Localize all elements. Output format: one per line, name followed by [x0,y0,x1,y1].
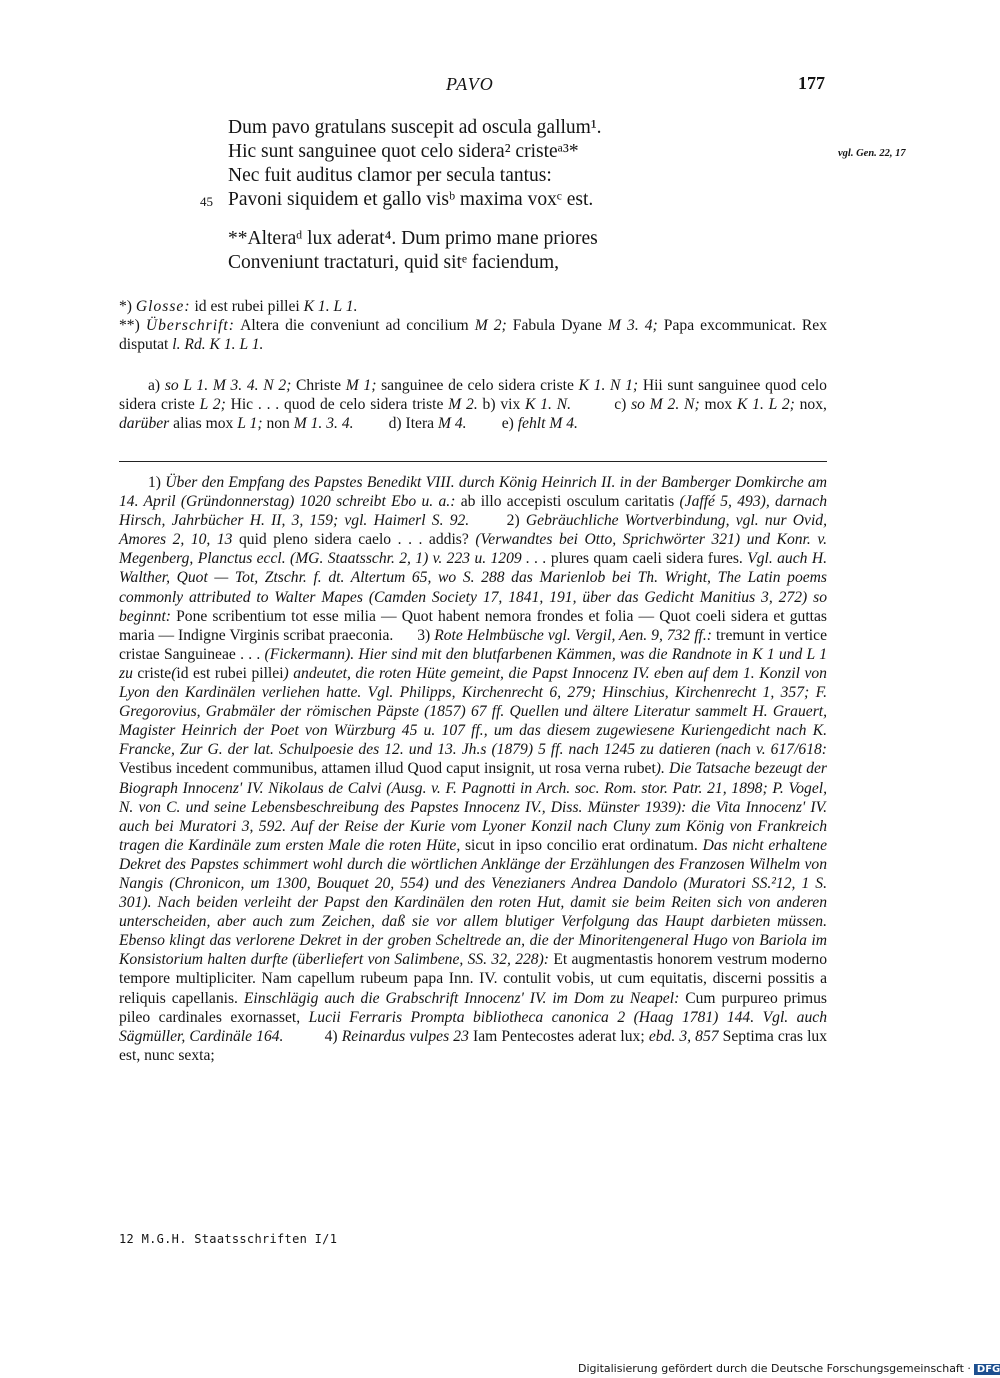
apparatus-label: e) [501,415,514,433]
footnote-quote: Cum purpureo primus pileo cardinales exornasset, [119,989,827,1026]
footnote-number: 4) [324,1027,338,1045]
apparatus-sigla: M 2. [448,396,478,414]
apparatus-variant: nox, [799,396,827,414]
verse-line-6: Conveniunt tractaturi, quid sitᵉ faciendum, [228,252,560,273]
footnote-block [119,473,827,1065]
footnote-text: ). Die Tatsache bezeugt der Biograph Innocenz' IV. Nikolaus de Calvi (Ausg. v. F. Pagnotti in Arch. soc. Rom. stor. Patr. 21, 1898; P. Vogel, N. von C. und seine Lebensbeschreibung des Papstes Innocenz IV., Diss. Münster 1939): die Vita Innocenz' IV. auch bei Muratori 3, 592. Auf der Reise der Kurie vom Lyoner Konzil nach Cluny zum König von Frankreich tragen die Kardinäle zum ersten Male die roten Hüte, [119,760,827,854]
apparatus-variant: vix [500,396,521,414]
verse-line-5: **Alteraᵈ lux aderat⁴. Dum primo mane priores [228,228,598,249]
footnote-quote: sicut in ipso concilio erat ordinatum. [464,836,698,854]
footnote-quote: id est rubei pillei [176,664,284,682]
apparatus-sigla: K 1. L 2; [736,396,795,414]
footnote-number: 3) [417,626,431,644]
apparatus-sigla: M 1; [345,377,377,394]
critical-apparatus [119,376,827,433]
gloss-mark: *) [119,298,132,315]
footnote-quote: Vestibus incedent communibus, attamen illud Quod caput insignit, ut rosa verna rubet [119,760,656,778]
verse-line-1: Dum pavo gratulans suscepit ad oscula gallum¹. [228,117,602,138]
gloss-text: Fabula Dyane [512,317,602,335]
dfg-credit [578,1362,1000,1375]
footnote-text: Das nicht erhaltene Dekret des Papstes schimmert wohl durch die wörtlichen Anklänge der Erzählungen des Franzosen Wilhelm von Nangis (Chronicon, um 1300, Bouquet 20, 554) und des Venezianers Andrea Dandolo (Muratori SS.²12, 1 S. 301). Nach beiden verleiht der Papst den Kardinälen den roten Hut, damit sie beim Reiten sich von anderen unterscheiden, aber auch zum Zeichen, daß sie vor allem blutiger Verfolgung das Haupt darbieten müssen. Ebenso klingt das verlorene Dekret in der groben Scheltrede an, die der Minoritengeneral Hugo von Bariola im Konsistorium halten durfte (überliefert von Salimbene, SS. 32, 228): [119,836,827,969]
dfg-logo-icon: DFG [974,1364,1000,1375]
signature-mark: 12 M.G.H. Staatsschriften I/1 [119,1232,338,1246]
apparatus-note: fehlt M 4. [517,415,578,433]
apparatus-variant: mox [704,396,733,414]
dfg-credit-text: Digitalisierung gefördert durch die Deutsche Forschungsgemeinschaft · [578,1362,971,1375]
footnote-rule [119,461,827,462]
footnote-text: ebd. 3, 857 [648,1027,719,1045]
apparatus-variant: Hic . . . quod de celo sidera triste [230,396,444,414]
footnote-text: Rote Helmbüsche vgl. Vergil, Aen. 9, 732 ff.: [434,626,712,644]
footnote-text: Gebräuchliche Wortverbindung, vgl. nur Ovid, Amores 2, 10, 13 [119,512,828,549]
apparatus-label: c) [614,396,627,414]
apparatus-sigla: L 1; [237,415,263,433]
verse-line-4: Pavoni siquidem et gallo visᵇ maxima voxᶜ est. [228,189,594,210]
apparatus-variant: Christe [296,377,342,394]
footnote-text: Einschlägig auch die Grabschrift Innocenz' IV. im Dom zu Neapel: [243,989,680,1007]
footnote-text: Lucii Ferraris Prompta bibliotheca canonica 2 (Haag 1781) 144. Vgl. auch Sägmüller, Cardinäle 164. [119,1008,827,1045]
footnote-quote: Et augmentastis honorem vestrum moderno tempore multipliciter. Nam capellum rubeum papa Inn. IV. contulit vobis, ut cum equitatis, discerni possitis a reliquis capellanis. [119,951,827,1007]
glosses [119,297,827,354]
footnotes [119,473,827,1065]
apparatus-variant: Itera [405,415,435,433]
apparatus-sigla: L 2; [199,396,226,414]
gloss-2 [119,316,827,354]
footnote-text: ( [171,664,177,682]
footnote-quote: Pone scribentium tot esse milia — Quot habent nemora frondes et folia — Quot coeli sidera et guttas maria — Indigne Virginis scribat praeconia. [119,607,827,644]
footnote-text: ) andeutet, die roten Hüte gemeint, die Papst Innocenz IV. eben auf dem 1. Konzil von Lyon den Kardinälen verliehen hatte. Vgl. Philipps, Kirchenrecht 6, 279; Hinschius, Kirchenrecht 1, 357; F. Gregorovius, Grabmäler der römischen Päpste (1857) 67 ff. Quellen und ältere Literatur sammelt H. Grauert, Magister Heinrich der Poet von Würzburg 45 u. 107 ff., um das diesem zugewiesene Kuriengedicht nach K. Francke, Zur G. der lat. Schulpoesie des 12. und 13. Jh.s (1879) 5 ff. nach 1245 zu datieren (nach v. 617/618: [119,664,827,759]
line-number: 45 [200,194,213,209]
footnote-quote: Iam Pentecostes aderat lux; [473,1027,645,1045]
gloss-label: Glosse: [135,298,191,315]
apparatus-variant: alias mox [173,415,234,433]
footnote-text: Vgl. auch H. Walther, Quot — Tot, Ztschr. f. dt. Altertum 65, wo S. 288 das Marienlob bei Th. Wright, The Latin poems commonly attributed to Walter Mapes (Camden Society 17, 1841, 191, über das Gedicht Manitius 3, 272) so beginnt: [119,550,827,625]
footnote-quote: plures quam caeli sidera fures. [550,550,743,568]
gloss-1 [119,297,827,316]
gloss-text: Papa excommunicat. Rex disputat [119,317,827,354]
gloss-sigla: M 3. 4; [608,317,658,335]
footnote-quote: quid pleno sidera caelo . . . addis? [239,531,469,549]
apparatus-variant: non [266,415,290,433]
apparatus-variant: Hii sunt sanguinee quod celo sidera criste [119,377,827,414]
gloss-text: Altera die conveniunt ad concilium [240,317,469,335]
footnote-text: (Jaffé 5, 493), darnach Hirsch, Jahrbücher H. II, 3, 159; vgl. Haimerl S. 92. [119,493,828,530]
page-number: 177 [798,73,825,93]
apparatus-label: a) [148,377,161,394]
apparatus-variant: sanguinee de celo sidera criste [381,377,574,394]
apparatus-label: d) [388,415,402,433]
apparatus-label: b) [482,396,496,414]
margin-note: vgl. Gen. 22, 17 [838,148,906,159]
apparatus-sigla: M 1. 3. 4. [293,415,354,433]
apparatus-sigla: K 1. N. [525,396,572,414]
footnote-number: 1) [148,474,161,491]
gloss-mark: **) [119,317,140,335]
gloss-sigla: l. Rd. K 1. L 1. [172,336,264,354]
gloss-sigla: M 2; [474,317,507,335]
footnote-quote: tremunt in vertice cristae Sanguineae . . . [119,626,827,663]
gloss-label: Überschrift: [145,317,235,335]
apparatus-entries [119,376,827,433]
footnote-quote: Septima cras lux est, nunc sexta; [119,1027,828,1064]
footnote-text: Über den Empfang des Papstes Benedikt VIII. durch König Heinrich II. in der Bamberger Domkirche am 14. April (Gründonnerstag) 1020 schreibt Ebo u. a.: [119,474,827,511]
footnote-text: (Verwandtes bei Otto, Sprichwörter 321) und Konr. v. Megenberg, Planctus eccl. (MG. Staatsschr. 2, 1) v. 223 u. 1209 . . . [119,531,827,568]
footnote-quote: criste [137,664,172,682]
apparatus-sigla: so M 2. N; [631,396,700,414]
footnote-text: (Fickermann). Hier sind mit den blutfarbenen Kämmen, was die Randnote in K 1 und L 1 zu [119,645,828,682]
footnote-text: Reinardus vulpes 23 [341,1027,469,1045]
gloss-text: id est rubei pillei [194,298,300,315]
apparatus-sigla: so L 1. M 3. 4. N 2; [164,377,292,394]
footnote-number: 2) [506,512,520,530]
gloss-sigla: K 1. L 1. [303,298,358,315]
apparatus-sigla: M 4. [438,415,467,433]
apparatus-sigla: K 1. N 1; [578,377,639,394]
verse-line-2: Hic sunt sanguinee quot celo sidera² cristeᵃ³* [228,141,579,162]
running-title: PAVO [446,74,495,94]
apparatus-note: darüber [119,415,170,433]
footnote-quote: ab illo accepisti osculum caritatis [460,493,675,511]
verse-line-3: Nec fuit auditus clamor per secula tantus: [228,165,552,186]
